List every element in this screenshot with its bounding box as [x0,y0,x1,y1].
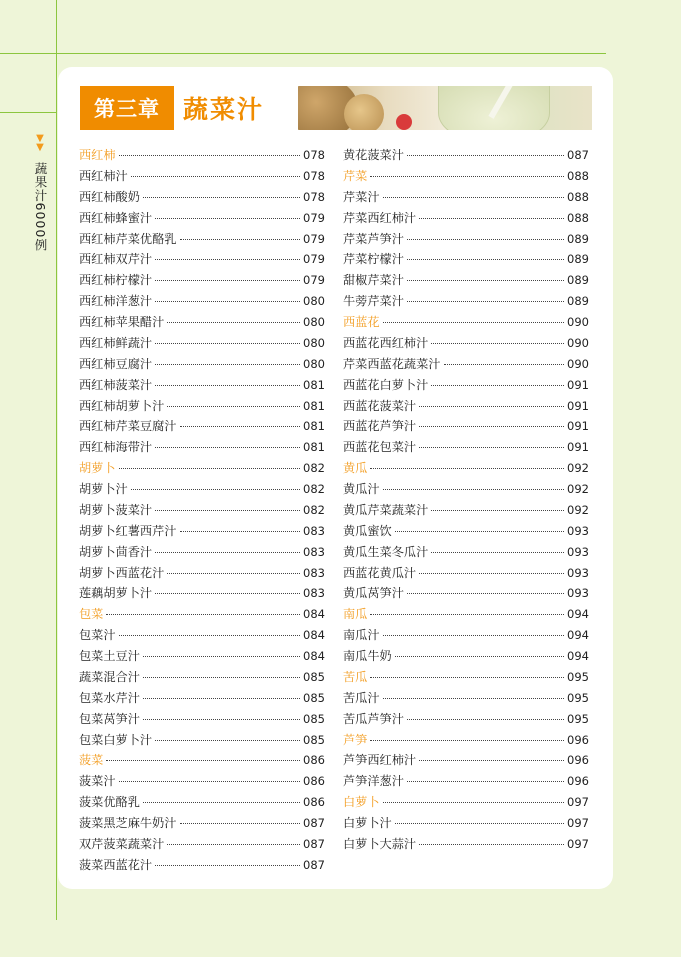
toc-entry-page: 087 [303,857,325,872]
toc-entry-title: 西红柿胡萝卜汁 [79,398,165,413]
toc-entry-title: 西蓝花包菜汁 [343,440,417,455]
dot-leader [155,218,300,219]
toc-entry[interactable] [343,417,589,438]
toc-entry[interactable] [79,438,325,459]
book-title: 蔬果汁6000例 [33,162,48,252]
toc-entry-page: 081 [303,419,325,434]
toc-entry-page: 085 [303,669,325,684]
dot-leader [383,802,564,803]
toc-entry[interactable] [343,376,589,397]
dot-leader [106,614,300,615]
toc-entry-page: 079 [303,210,325,225]
toc-entry[interactable] [79,772,325,793]
toc-entry-title: 芹菜西红柿汁 [343,210,417,225]
toc-entry-page: 095 [567,690,589,705]
toc-entry-title: 芹菜汁 [343,189,380,204]
dot-leader [143,802,300,803]
toc-entry-page: 084 [303,607,325,622]
toc-entry-title: 芦笋洋葱汁 [343,774,404,789]
toc-entry-page: 094 [567,628,589,643]
toc-entry-page: 089 [567,273,589,288]
toc-entry-title: 白萝卜 [343,795,380,810]
toc-entry[interactable] [79,710,325,731]
toc-entry[interactable] [343,188,589,209]
toc-entry-page: 088 [567,189,589,204]
toc-entry-page: 078 [303,189,325,204]
toc-entry[interactable] [343,397,589,418]
toc-entry[interactable] [79,355,325,376]
toc-entry-page: 082 [303,482,325,496]
toc-entry[interactable] [79,250,325,271]
toc-entry-title: 蔬菜混合汁 [79,669,140,684]
toc-section-heading[interactable] [343,668,589,689]
dot-leader [370,677,564,678]
toc-entry-title: 苦瓜芦笋汁 [343,711,404,726]
dot-leader [419,844,564,845]
toc-entry[interactable] [79,814,325,835]
toc-entry-title: 芦笋西红柿汁 [343,753,417,768]
toc-entry-page: 081 [303,440,325,455]
toc-entry-page: 079 [303,273,325,288]
toc-entry[interactable] [79,376,325,397]
toc-entry-page: 081 [303,377,325,392]
toc-entry-title: 南瓜汁 [343,628,380,643]
dot-leader [370,176,564,177]
dot-leader [419,426,564,427]
toc-entry-title: 芹菜芦笋汁 [343,231,404,246]
dot-leader [143,656,300,657]
dot-leader [180,426,301,427]
dot-leader [395,531,564,532]
toc-entry-page: 080 [303,294,325,309]
toc-entry-page: 095 [567,669,589,684]
toc-entry[interactable] [79,626,325,647]
toc-entry-page: 083 [303,523,325,538]
toc-entry[interactable] [343,814,589,835]
toc-entry-page: 090 [567,315,589,329]
toc-entry[interactable] [79,668,325,689]
toc-entry-page: 095 [567,711,589,726]
toc-entry-page: 087 [303,816,325,830]
toc-entry[interactable] [79,647,325,668]
toc-entry-title: 西蓝花黄瓜汁 [343,565,417,580]
toc-entry[interactable] [79,689,325,710]
dot-leader [180,531,301,532]
toc-entry-title: 双芹菠菜蔬菜汁 [79,836,165,851]
toc-entry-title: 南瓜 [343,607,368,622]
toc-entry[interactable] [79,793,325,814]
toc-entry-title: 黄瓜 [343,461,368,476]
dot-leader [167,406,300,407]
toc-entry-title: 苦瓜 [343,669,368,684]
toc-entry-page: 092 [567,461,589,476]
toc-entry[interactable] [343,501,589,522]
toc-entry-page: 080 [303,356,325,371]
dot-leader [407,239,564,240]
toc-entry[interactable] [343,355,589,376]
toc-entry[interactable] [79,584,325,605]
dot-leader [180,239,301,240]
toc-entry-page: 089 [567,231,589,246]
dot-leader [167,322,300,323]
toc-entry-title: 莲藕胡萝卜汁 [79,586,153,601]
toc-entry-page: 083 [303,565,325,580]
toc-section-heading[interactable] [343,167,589,188]
toc-entry-title: 菠菜汁 [79,774,116,789]
toc-entry[interactable] [79,543,325,564]
toc-entry-page: 085 [303,732,325,747]
toc-entry-title: 胡萝卜西蓝花汁 [79,565,165,580]
toc-entry[interactable] [343,209,589,230]
toc-entry-title: 包菜土豆汁 [79,649,140,663]
dot-leader [431,343,564,344]
dot-leader [119,635,300,636]
toc-entry-title: 西红柿苹果醋汁 [79,315,165,329]
toc-entry-title: 胡萝卜菠菜汁 [79,502,153,517]
toc-entry-title: 西红柿菠菜汁 [79,377,153,392]
dot-leader [395,823,564,824]
toc-entry-page: 081 [303,398,325,413]
chapter-label: 第三章 [80,86,174,130]
toc-entry-page: 093 [567,565,589,580]
toc-entry-page: 097 [567,816,589,830]
dot-leader [167,573,300,574]
dot-leader [407,593,564,594]
toc-entry-page: 079 [303,231,325,246]
toc-entry-page: 086 [303,774,325,789]
toc-entry-title: 胡萝卜红薯西芹汁 [79,523,177,538]
toc-entry-page: 096 [567,774,589,789]
margin-rule-side [0,112,56,113]
dot-leader [155,593,300,594]
dot-leader [407,280,564,281]
toc-entry-page: 091 [567,398,589,413]
toc-entry[interactable] [79,334,325,355]
toc-entry-page: 087 [567,148,589,162]
toc-entry-page: 092 [567,482,589,496]
chapter-title: 蔬菜汁 [183,95,265,124]
toc-section-heading[interactable] [343,313,589,334]
toc-entry-page: 080 [303,335,325,350]
dot-leader [155,301,300,302]
toc-entry-page: 096 [567,732,589,747]
toc-entry-title: 菠菜西蓝花汁 [79,857,153,872]
header-photo [298,86,592,130]
toc-entry-page: 094 [567,649,589,663]
toc-entry-title: 包菜白萝卜汁 [79,732,153,747]
toc-entry[interactable] [343,772,589,793]
toc-entry-title: 西红柿蜂蜜汁 [79,210,153,225]
toc-entry-title: 西红柿豆腐汁 [79,356,153,371]
dot-leader [395,656,564,657]
toc-entry-page: 090 [567,356,589,371]
toc-entry-page: 085 [303,711,325,726]
toc-entry-page: 092 [567,502,589,517]
dot-leader [383,197,564,198]
toc-entry[interactable] [343,271,589,292]
toc-entry-page: 096 [567,753,589,768]
toc-entry-page: 090 [567,335,589,350]
dot-leader [155,280,300,281]
berry-image [396,114,412,130]
dot-leader [383,635,564,636]
toc-entry-title: 黄瓜汁 [343,482,380,496]
dot-leader [431,510,564,511]
toc-entry-page: 084 [303,649,325,663]
toc-entry-page: 086 [303,795,325,810]
toc-section-heading[interactable] [79,146,325,167]
toc-column-right [343,146,589,856]
dot-leader [167,844,300,845]
toc-entry-page: 089 [567,252,589,267]
toc-entry[interactable] [343,564,589,585]
toc-entry-page: 079 [303,252,325,267]
toc-entry-title: 西蓝花西红柿汁 [343,335,429,350]
toc-entry[interactable] [79,731,325,752]
toc-entry-title: 西红柿双芹汁 [79,252,153,267]
toc-entry-title: 甜椒芹菜汁 [343,273,404,288]
toc-entry[interactable] [343,584,589,605]
toc-section-heading[interactable] [79,459,325,480]
toc-entry-title: 黄瓜生菜冬瓜汁 [343,544,429,559]
dot-leader [383,698,564,699]
toc-entry[interactable] [79,230,325,251]
dot-leader [143,698,300,699]
toc-entry-title: 西红柿芹菜优酪乳 [79,231,177,246]
toc-entry[interactable] [79,417,325,438]
toc-entry-title: 西红柿洋葱汁 [79,294,153,309]
margin-rule-top [0,53,606,54]
toc-entry-page: 093 [567,523,589,538]
toc-entry-title: 西红柿柠檬汁 [79,273,153,288]
toc-entry-title: 牛蒡芹菜汁 [343,294,404,309]
toc-entry[interactable] [79,856,325,877]
toc-section-heading[interactable] [343,731,589,752]
side-tab [30,134,50,252]
toc-entry-title: 包菜汁 [79,628,116,643]
toc-entry-page: 078 [303,148,325,162]
toc-entry[interactable] [79,522,325,543]
toc-section-heading[interactable] [343,793,589,814]
toc-entry[interactable] [343,647,589,668]
toc-entry-title: 西蓝花白萝卜汁 [343,377,429,392]
dot-leader [155,364,300,365]
toc-entry[interactable] [79,271,325,292]
toc-entry-title: 黄花菠菜汁 [343,148,404,162]
toc-entry-title: 南瓜牛奶 [343,649,392,663]
margin-rule-vertical [56,0,57,920]
dot-leader [431,385,564,386]
toc-entry[interactable] [343,751,589,772]
toc-entry-title: 西蓝花 [343,315,380,329]
toc-entry-title: 西红柿鲜蔬汁 [79,335,153,350]
dot-leader [370,740,564,741]
toc-entry-title: 菠菜黑芝麻牛奶汁 [79,816,177,830]
toc-entry-page: 091 [567,377,589,392]
toc-entry-title: 白萝卜大蒜汁 [343,836,417,851]
toc-entry-page: 088 [567,168,589,183]
dot-leader [407,719,564,720]
toc-entry[interactable] [343,835,589,856]
toc-entry-title: 菠菜 [79,753,104,768]
toc-entry-page: 082 [303,461,325,476]
toc-entry-page: 097 [567,836,589,851]
toc-entry-title: 黄瓜芹菜蔬菜汁 [343,502,429,517]
dot-leader [155,740,300,741]
toc-entry-title: 包菜 [79,607,104,622]
dot-leader [419,760,564,761]
dot-leader [419,218,564,219]
toc-section-heading[interactable] [79,751,325,772]
toc-entry[interactable] [343,334,589,355]
toc-entry-page: 093 [567,544,589,559]
dot-leader [419,406,564,407]
toc-entry[interactable] [79,480,325,501]
toc-entry-title: 胡萝卜 [79,461,116,476]
dot-leader [155,510,300,511]
toc-entry[interactable] [79,397,325,418]
toc-entry[interactable] [343,230,589,251]
toc-entry-title: 胡萝卜茴香汁 [79,544,153,559]
toc-entry-page: 080 [303,315,325,329]
toc-section-heading[interactable] [343,605,589,626]
dot-leader [383,322,564,323]
toc-entry-title: 白萝卜汁 [343,816,392,830]
toc-entry[interactable] [79,564,325,585]
toc-entry-page: 083 [303,586,325,601]
toc-entry-page: 082 [303,502,325,517]
dot-leader [431,552,564,553]
dot-leader [407,155,564,156]
toc-entry-title: 苦瓜汁 [343,690,380,705]
toc-entry-title: 西红柿芹菜豆腐汁 [79,419,177,434]
toc-entry-page: 085 [303,690,325,705]
toc-entry-title: 芹菜 [343,168,368,183]
toc-entry-title: 西蓝花芦笋汁 [343,419,417,434]
dot-leader [143,677,300,678]
toc-entry-page: 091 [567,440,589,455]
dot-leader [419,447,564,448]
dot-leader [119,155,300,156]
toc-entry[interactable] [79,292,325,313]
toc-entry-title: 芹菜柠檬汁 [343,252,404,267]
dot-leader [407,259,564,260]
toc-entry-page: 094 [567,607,589,622]
triangle-down-icon: ▼ ▼ [36,133,44,153]
toc-entry-page: 089 [567,294,589,309]
toc-entry-title: 黄瓜莴笋汁 [343,586,404,601]
toc-entry[interactable] [343,146,589,167]
toc-entry-title: 芹菜西蓝花蔬菜汁 [343,356,441,371]
dot-leader [131,489,300,490]
dot-leader [155,552,300,553]
toc-entry-page: 097 [567,795,589,810]
toc-entry-page: 088 [567,210,589,225]
toc-entry[interactable] [343,438,589,459]
dot-leader [106,760,300,761]
toc-entry-title: 西红柿海带汁 [79,440,153,455]
toc-entry-title: 西红柿酸奶 [79,189,140,204]
dot-leader [155,447,300,448]
toc-entry[interactable] [343,292,589,313]
toc-entry[interactable] [343,480,589,501]
toc-entry-title: 包菜水芹汁 [79,690,140,705]
dot-leader [407,781,564,782]
dot-leader [155,343,300,344]
toc-section-heading[interactable] [79,605,325,626]
dot-leader [155,385,300,386]
dot-leader [370,468,564,469]
toc-entry-title: 西红柿 [79,148,116,162]
dot-leader [180,823,301,824]
dot-leader [419,573,564,574]
toc-entry[interactable] [343,626,589,647]
dot-leader [143,197,300,198]
toc-entry-title: 胡萝卜汁 [79,482,128,496]
fruit-image [344,94,384,130]
toc-entry-title: 西红柿汁 [79,168,128,183]
toc-entry[interactable] [343,250,589,271]
dot-leader [119,468,300,469]
toc-entry[interactable] [343,543,589,564]
toc-entry-title: 黄瓜蜜饮 [343,523,392,538]
toc-entry-title: 芦笋 [343,732,368,747]
dot-leader [155,259,300,260]
toc-entry[interactable] [343,522,589,543]
toc-entry-page: 093 [567,586,589,601]
toc-entry[interactable] [79,835,325,856]
dot-leader [155,865,300,866]
toc-entry[interactable] [343,689,589,710]
toc-entry-title: 包菜莴笋汁 [79,711,140,726]
toc-entry-page: 078 [303,168,325,183]
dot-leader [131,176,300,177]
toc-entry[interactable] [79,167,325,188]
dot-leader [444,364,565,365]
toc-entry[interactable] [79,209,325,230]
toc-column-left [79,146,325,877]
dot-leader [143,719,300,720]
toc-entry-title: 菠菜优酪乳 [79,795,140,810]
dot-leader [407,301,564,302]
dot-leader [370,614,564,615]
toc-entry[interactable] [79,501,325,522]
dot-leader [119,781,300,782]
toc-entry-page: 091 [567,419,589,434]
toc-entry-page: 084 [303,628,325,643]
toc-entry[interactable] [343,710,589,731]
toc-entry-page: 086 [303,753,325,768]
toc-entry-page: 087 [303,836,325,851]
toc-entry[interactable] [79,188,325,209]
dot-leader [383,489,564,490]
toc-entry-title: 西蓝花菠菜汁 [343,398,417,413]
toc-entry-page: 083 [303,544,325,559]
toc-section-heading[interactable] [343,459,589,480]
toc-entry[interactable] [79,313,325,334]
